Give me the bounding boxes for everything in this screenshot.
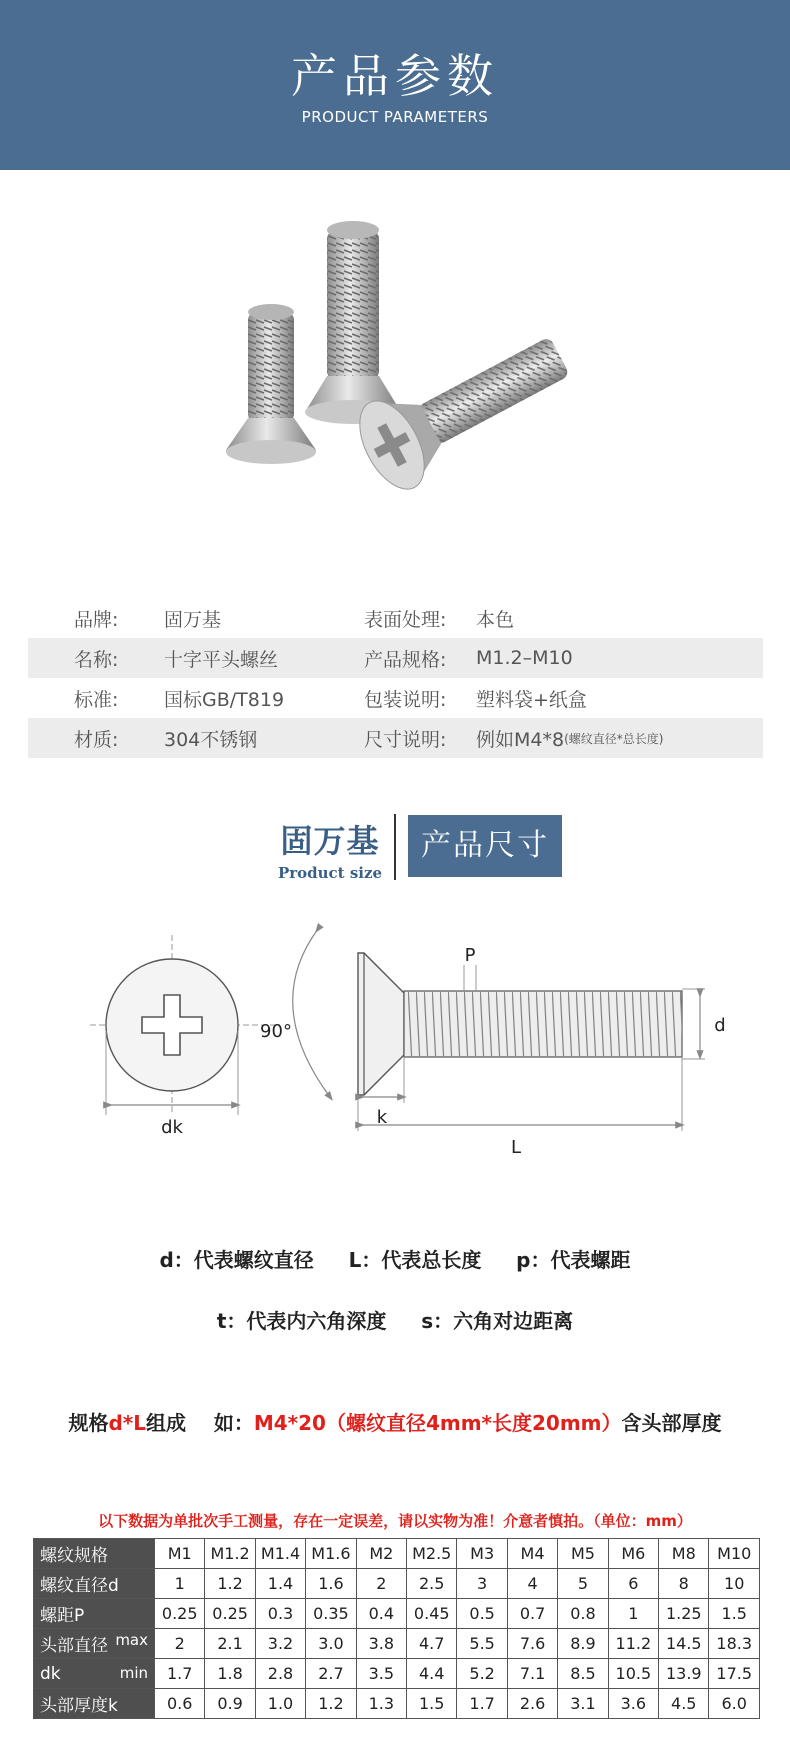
row-sublabel: max [115,1631,148,1649]
table-row [34,1599,760,1629]
table-cell: 1.7 [457,1689,507,1719]
table-cell: 4.4 [407,1659,457,1689]
spec-red-2: M4*20（螺纹直径4mm*长度20mm） [253,1411,622,1435]
table-cell: M4 [507,1539,557,1569]
table-cell: 0.5 [457,1599,507,1629]
table-cell: 13.9 [659,1659,709,1689]
brand-logo-cn: 固万基 [280,822,380,860]
table-row-header [34,1629,155,1659]
table-cell: 2 [356,1569,406,1599]
measurement-note: 以下数据为单批次手工测量，存在一定误差，请以实物为准！介意者慎拍。（单位：mm） [98,1512,692,1530]
table-cell: 6 [608,1569,658,1599]
table-cell: 5.2 [457,1659,507,1689]
table-cell: 1.0 [255,1689,305,1719]
table-cell: 1.6 [306,1569,356,1599]
param-value: M1.2–M10 [476,647,573,669]
table-cell: 0.8 [558,1599,608,1629]
header-subtitle: PRODUCT PARAMETERS [301,108,489,126]
param-key: 名称: [74,648,119,671]
head-view [90,935,280,1138]
param-key: 材质: [74,728,119,751]
table-cell: 4.7 [407,1629,457,1659]
table-row-header [34,1689,155,1719]
section-title: 产品尺寸 [408,815,562,877]
table-cell: 0.25 [205,1599,255,1629]
table-cell: M2 [356,1539,406,1569]
table-cell: 4.5 [659,1689,709,1719]
params-row [28,638,763,678]
table-cell: 0.45 [407,1599,457,1629]
table-cell: 5.5 [457,1629,507,1659]
brand-logo [270,816,390,882]
params-table [28,598,763,758]
table-cell: M5 [558,1539,608,1569]
table-cell: 1.7 [155,1659,205,1689]
table-cell: 8.9 [558,1629,608,1659]
legend-line-2: t：代表内六角深度 s：六角对边距离 [216,1309,574,1333]
table-cell: 3.2 [255,1629,305,1659]
param-key: 产品规格: [364,648,447,671]
spec-example [0,1407,790,1436]
side-view [260,929,726,1158]
params-row [28,598,763,638]
table-row-header [34,1539,155,1569]
table-cell: 3.0 [306,1629,356,1659]
screw-small [226,304,316,464]
header-title: 产品参数 [291,49,499,103]
table-cell: 0.3 [255,1599,305,1629]
param-value: 304不锈钢 [164,728,258,751]
spec-red-1: d*L [108,1411,146,1435]
params-row [28,678,763,718]
table-cell: 2.1 [205,1629,255,1659]
dimension-diagram [0,905,790,1165]
table-cell: M1.4 [255,1539,305,1569]
table-cell: 1.5 [709,1599,760,1629]
table-cell: M2.5 [407,1539,457,1569]
table-cell: 2.8 [255,1659,305,1689]
product-size-banner [270,812,570,882]
table-cell: 2.7 [306,1659,356,1689]
brand-divider [394,814,396,880]
table-cell: 1.25 [659,1599,709,1629]
table-cell: 6.0 [709,1689,760,1719]
table-cell: 0.7 [507,1599,557,1629]
param-key: 品牌: [74,608,119,631]
table-cell: 3.1 [558,1689,608,1719]
row-label: 螺纹直径d [40,1576,119,1596]
table-cell: M3 [457,1539,507,1569]
table-cell: 14.5 [659,1629,709,1659]
table-cell: 4 [507,1569,557,1599]
table-row-header [34,1599,155,1629]
table-cell: 10.5 [608,1659,658,1689]
table-row [34,1629,760,1659]
table-cell: 1.4 [255,1569,305,1599]
table-cell: 3.6 [608,1689,658,1719]
table-cell: 11.2 [608,1629,658,1659]
table-cell: 8.5 [558,1659,608,1689]
table-cell: 1.2 [306,1689,356,1719]
label-l: L [510,1137,522,1158]
table-cell: 2.5 [407,1569,457,1599]
param-value: 塑料袋+纸盒 [476,688,587,711]
spec-mid: 组成 如： [145,1411,254,1435]
param-key: 包装说明: [364,688,447,711]
table-cell: 0.6 [155,1689,205,1719]
row-label: 头部直径 [40,1636,108,1656]
table-cell: 0.25 [155,1599,205,1629]
table-cell: M8 [659,1539,709,1569]
row-sublabel: min [119,1663,148,1682]
param-value: 固万基 [164,608,222,631]
table-cell: M1.2 [205,1539,255,1569]
param-value: 本色 [476,608,515,631]
table-cell: 17.5 [709,1659,760,1689]
table-cell: 2 [155,1629,205,1659]
label-d: d [714,1015,726,1036]
table-cell: 1 [608,1599,658,1629]
dimension-table [33,1538,760,1719]
param-key: 尺寸说明: [364,728,447,751]
row-label: 头部厚度k [40,1696,118,1716]
table-cell: 0.9 [205,1689,255,1719]
params-row [28,718,763,758]
param-key: 表面处理: [364,608,447,631]
table-cell: 3.8 [356,1629,406,1659]
brand-logo-en: Product size [277,864,383,882]
label-p: P [464,945,476,966]
table-cell: 5 [558,1569,608,1599]
table-row-header [34,1659,155,1689]
table-cell: 18.3 [709,1629,760,1659]
label-angle: 90° [260,1021,292,1042]
table-row [34,1689,760,1719]
table-cell: 1.2 [205,1569,255,1599]
table-cell: 1.5 [407,1689,457,1719]
table-row-header [34,1569,155,1599]
row-label: dk [40,1663,61,1684]
param-value: 国标GB/T819 [164,688,285,711]
table-row [34,1539,760,1569]
table-row [34,1569,760,1599]
legend-line-1: d：代表螺纹直径 L：代表总长度 p：代表螺距 [159,1248,631,1272]
row-label: 螺距P [40,1606,85,1626]
table-cell: 7.1 [507,1659,557,1689]
table-row [34,1659,760,1689]
table-cell: 1 [155,1569,205,1599]
label-dk: dk [161,1117,183,1138]
table-cell: 1.3 [356,1689,406,1719]
param-key: 标准: [74,688,119,711]
table-cell: M10 [709,1539,760,1569]
table-cell: M6 [608,1539,658,1569]
screw-lying [347,313,583,499]
table-cell: 7.6 [507,1629,557,1659]
spec-suffix: 含头部厚度 [621,1411,722,1435]
param-value: 例如M4*8 [476,728,565,751]
screw-tall [305,221,401,424]
param-value-note: (螺纹直径*总长度) [564,731,664,746]
spec-prefix: 规格 [68,1411,109,1435]
page-header [0,0,790,170]
table-cell: M1.6 [306,1539,356,1569]
table-cell: 1.8 [205,1659,255,1689]
table-cell: 0.35 [306,1599,356,1629]
table-cell: 2.6 [507,1689,557,1719]
table-cell: 10 [709,1569,760,1599]
table-cell: 3.5 [356,1659,406,1689]
table-cell: 0.4 [356,1599,406,1629]
param-value: 十字平头螺丝 [164,648,279,671]
table-cell: 8 [659,1569,709,1599]
product-photo [0,200,790,560]
table-cell: M1 [155,1539,205,1569]
table-cell: 3 [457,1569,507,1599]
row-label: 螺纹规格 [40,1546,108,1566]
label-k: k [376,1107,388,1128]
